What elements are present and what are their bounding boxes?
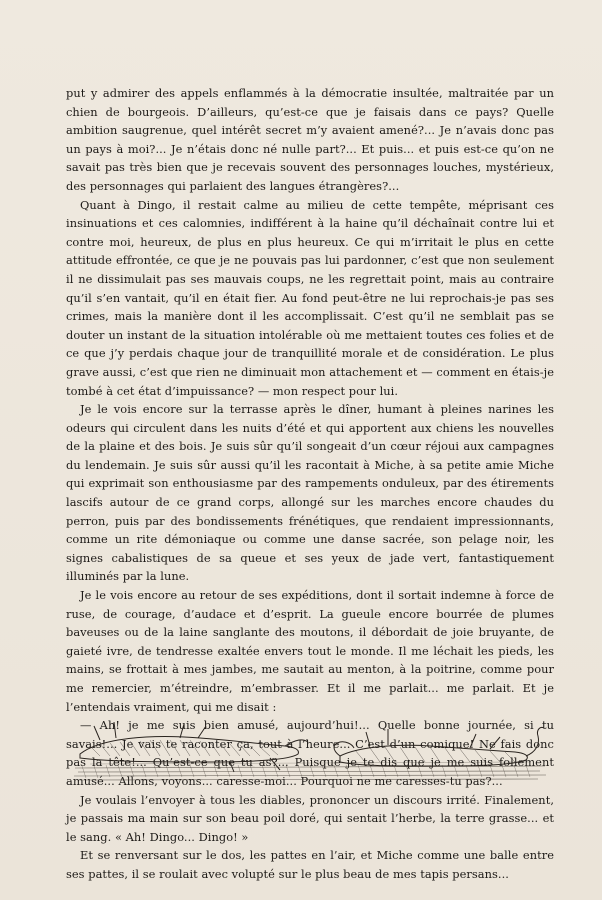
etching-dog-and-cat-illustration (70, 716, 550, 786)
paragraph-6: Je voulais l’envoyer à tous les diables, prononcer un discours irrité. Finalement, je passais ma main sur son beau poil doré, qui sentait l’herbe, la terre grasse... et le sang. « Ah! Dingo... Dingo! » (66, 792, 554, 844)
paragraph-5: — Ah! je me suis bien amusé, aujourd’hui!... Quelle bonne journée, si tu savais!... Je vais te raconter ça, tout à l’heure... C’est d’un comique! Ne fais donc pas la tête!... Qu’est-ce que tu as?... Puisque je te dis que je me suis follement amusé... Allons, voyons... caresse-moi... Pourquoi ne me caresses-tu pas?... (66, 718, 554, 788)
paragraph-3: Je le vois encore sur la terrasse après le dîner, humant à pleines narines les odeurs qui circulent dans les nuits d’été et qui apportent aux chiens les nouvelles de la plaine et des bois. Je suis sûr qu’il songeait d’un cœur réjoui aux campagnes du lendemain. Je suis sûr aussi qu’il les racontait à Miche, à sa petite amie Miche qui exprimait son enthousiasme par des rampements onduleux, par des étirements lascifs autour de ce grand corps, allongé sur les marches encore chaudes du perron, puis par des bondissements frénétiques, que rendaient impressionnants, comme un rite démoniaque ou comme une danse sacrée, son pelage noir, les signes cabalistiques de sa queue et ses yeux de jade vert, fantastiquement illuminés par la lune. (66, 402, 554, 584)
etching-illustration (70, 716, 550, 786)
paragraph-7: Et se renversant sur le dos, les pattes en l’air, et Miche comme une balle entre ses pattes, il se roulait avec volupté sur le plus beau de mes tapis persans... (66, 848, 554, 881)
paragraph-4: Je le vois encore au retour de ses expéditions, dont il sortait indemne à force de ruse, de courage, d’audace et d’esprit. La gueule encore bourrée de plumes baveuses ou de la laine sanglante des moutons, il débordait de joie bruyante, de gaieté ivre, de tendresse exaltée envers tout le monde. Il me léchait les pieds, les mains, se frottait à mes jambes, me sautait au menton, à la poitrine, comme pour me remercier, m’étreindre, m’embrasser. Et il me parlait... me parlait. Et je l’entendais vraiment, qui me disait : (66, 588, 554, 714)
paragraph-1: put y admirer des appels enflammés à la démocratie insultée, maltraitée par un chien de bourgeois. D’ailleurs, qu’est-ce que je faisais dans ce pays? Quelle ambition saugrenue, quel intérêt secret m’y avaient amené?... Je n’avais donc pas un pays à moi?... Je n’étais donc né nulle part?... Et puis... et puis est-ce qu’on ne savait pas très bien que je recevais souvent des personnages louches, mystérieux, des personnages qui parlaient des langues étrangères?... (66, 86, 554, 193)
paragraph-2: Quant à Dingo, il restait calme au milieu de cette tempête, méprisant ces insinuations et ces calomnies, indifférent à la haine qu’il déchaînait contre lui et contre moi, heureux, de plus en plus heureux. Ce qui m’irritait le plus en cette attitude effrontée, ce que je ne pouvais pas lui pardonner, c’est que non seulement il ne dissimulait pas ses mauvais coups, ne les regrettait point, mais au contraire qu’il s’en vantait, qu’il en était fier. Au fond peut-être ne lui reprochais-je pas ses crimes, mais la manière dont il les accomplissait. C’est qu’il ne semblait pas se douter un instant de la situation intolérable où me mettaient toutes ces folies et de ce que j’y perdais chaque jour de tranquillité morale et de considération. Le plus grave aussi, c’est que rien ne diminuait mon attachement et — comment en étais-je tombé à cet état d’impuissance? — mon respect pour lui. (66, 197, 554, 398)
